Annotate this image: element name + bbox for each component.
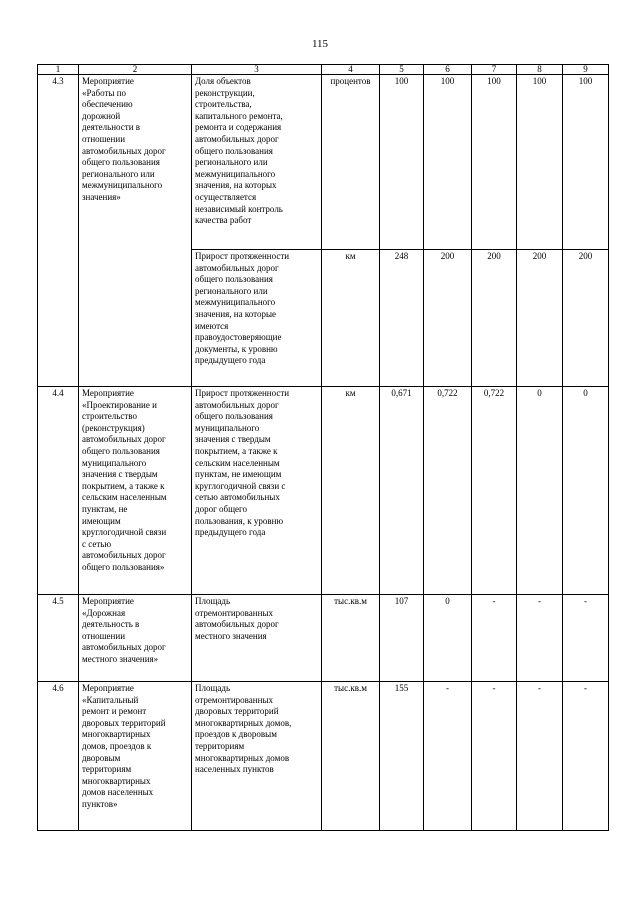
header-row [38,65,609,75]
page-number: 115 [311,38,329,50]
indicator-value: 107 [380,595,424,682]
indicator-value: 200 [472,250,517,387]
table-row [38,75,609,250]
indicator-value: - [563,595,609,682]
unit-of-measure: процентов [322,75,380,250]
indicator-name: Прирост протяженности автомобильных дорог общего пользования регионального или межмуниципального значения, на которые имеются правоудостоверяющие документы, к уровню предыдущего года [192,250,322,387]
row-number: 4.3 [38,75,79,387]
indicator-name: Прирост протяженности автомобильных дорог общего пользования муниципального значения с твердым покрытием, а также к сельским населенным пунктам, не имеющим круглогодичной связи с сетью автомобильных дорог общего пользования, к уровню предыдущего года [192,387,322,595]
indicator-value: 100 [563,75,609,250]
table-row [38,387,609,595]
event-name: Мероприятие «Дорожная деятельность в отношении автомобильных дорог местного значения» [79,595,192,682]
table-row [38,682,609,831]
indicator-value: 0 [517,387,563,595]
indicator-value: - [472,682,517,831]
indicator-value: - [517,595,563,682]
indicator-value: 0 [563,387,609,595]
indicator-value: 248 [380,250,424,387]
event-name: Мероприятие «Проектирование и строительство (реконструкция) автомобильных дорог общего пользования муниципального значения с твердым покрытием, а также к сельским населенным пунктам, не имеющим круглогодичной связи с сетью автомобильных дорог общего пользования» [79,387,192,595]
indicator-name: Площадь отремонтированных дворовых территорий многоквартирных домов, проездов к дворовым территориям многоквартирных домов населенных пунктов [192,682,322,831]
column-number-header: 2 [79,65,192,75]
unit-of-measure: км [322,387,380,595]
unit-of-measure: тыс.кв.м [322,595,380,682]
indicator-value: 0,722 [424,387,472,595]
event-name: Мероприятие «Капитальный ремонт и ремонт дворовых территорий многоквартирных домов, проездов к дворовым территориям многоквартирных домов населенных пунктов» [79,682,192,831]
indicator-value: - [563,682,609,831]
column-number-header: 3 [192,65,322,75]
indicator-value: - [424,682,472,831]
indicator-value: 0 [424,595,472,682]
indicator-value: 155 [380,682,424,831]
column-number-header: 9 [563,65,609,75]
column-number-header: 4 [322,65,380,75]
unit-of-measure: км [322,250,380,387]
row-number: 4.4 [38,387,79,595]
indicator-value: 200 [563,250,609,387]
indicator-value: 100 [424,75,472,250]
indicator-name: Площадь отремонтированных автомобильных дорог местного значения [192,595,322,682]
column-number-header: 8 [517,65,563,75]
indicator-value: 100 [472,75,517,250]
indicator-value: - [517,682,563,831]
event-name: Мероприятие «Работы по обеспечению дорожной деятельности в отношении автомобильных дорог общего пользования регионального или межмуниципального значения» [79,75,192,387]
indicator-value: 200 [424,250,472,387]
column-number-header: 5 [380,65,424,75]
indicator-value: - [472,595,517,682]
table-row [38,595,609,682]
column-number-header: 6 [424,65,472,75]
indicator-value: 0,671 [380,387,424,595]
indicator-value: 200 [517,250,563,387]
indicator-value: 0,722 [472,387,517,595]
indicator-value: 100 [517,75,563,250]
indicator-name: Доля объектов реконструкции, строительства, капитального ремонта, ремонта и содержания автомобильных дорог общего пользования регионального или межмуниципального значения, на которых осуществляется независимый контроль качества работ [192,75,322,250]
row-number: 4.6 [38,682,79,831]
unit-of-measure: тыс.кв.м [322,682,380,831]
program-table [37,64,609,831]
row-number: 4.5 [38,595,79,682]
indicator-value: 100 [380,75,424,250]
column-number-header: 1 [38,65,79,75]
column-number-header: 7 [472,65,517,75]
